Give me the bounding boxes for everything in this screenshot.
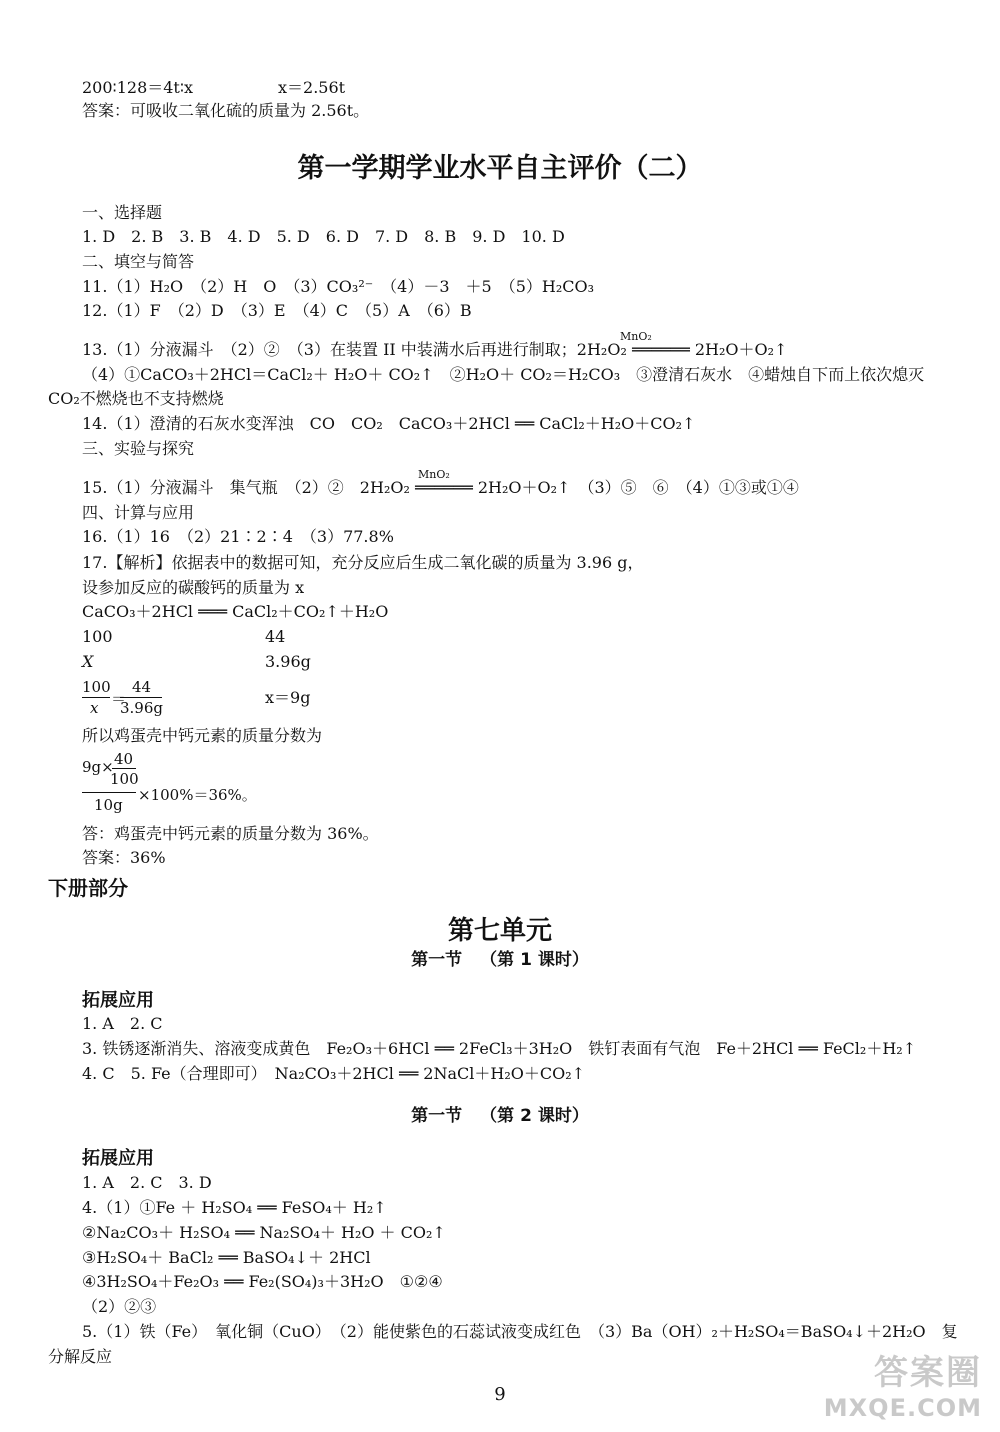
catalyst-label-15: MnO₂	[418, 468, 450, 481]
catalyst-label-13: MnO₂	[620, 330, 652, 343]
lesson2-answer-4c: ③H₂SO₄＋ BaCl₂ ══ BaSO₄↓＋ 2HCl	[82, 1248, 371, 1267]
lesson1-answer-1: 1. A 2. C	[82, 1014, 163, 1033]
equation-17: CaCO₃＋2HCl ═══ CaCl₂＋CO₂↑＋H₂O	[82, 602, 389, 621]
lesson2-answer-1: 1. A 2. C 3. D	[82, 1173, 212, 1192]
frac3-result: ×100%＝36%。	[138, 786, 257, 804]
answer-14: 14.（1）澄清的石灰水变浑浊 CO CO₂ CaCO₃＋2HCl ══ CaCl₂＋H₂O＋CO₂↑	[82, 414, 696, 433]
calc-ratio: 200∶128＝4t∶x	[82, 78, 194, 97]
frac-equal: ＝	[111, 690, 127, 708]
lesson2-answer-4e: （2）②③	[82, 1297, 157, 1316]
section-title: 第一学期学业水平自主评价（二）	[297, 153, 703, 184]
mass-44: 44	[265, 627, 286, 646]
proportion-fraction	[82, 678, 162, 720]
watermark-logo: 答案圈	[874, 1353, 982, 1393]
answer-13-4: （4）①CaCO₃＋2HCl＝CaCl₂＋ H₂O＋ CO₂↑ ②H₂O＋ CO₂＝H₂CO₃ ③澄清石灰水 ④蜡烛自下而上依次熄灭	[82, 365, 925, 384]
lesson2-answer-5: 5.（1）铁（Fe） 氧化铜（CuO） （2）能使紫色的石蕊试液变成红色 （3）Ba（OH）₂＋H₂SO₄＝BaSO₄↓＋2H₂O 复	[82, 1322, 958, 1341]
answer-15: 15.（1）分液漏斗 集气瓶 （2）② 2H₂O₂ ══════ 2H₂O＋O₂↑ （3）⑤ ⑥ （4）①③或①④	[82, 478, 799, 497]
unknown-x: X	[82, 652, 94, 671]
calc-result: x＝2.56t	[278, 78, 346, 97]
answer-13-cont: CO₂不燃烧也不支持燃烧	[48, 389, 224, 408]
lesson2-answer-4b: ②Na₂CO₃＋ H₂SO₄ ══ Na₂SO₄＋ H₂O ＋ CO₂↑	[82, 1223, 446, 1242]
mass-fraction-intro: 所以鸡蛋壳中钙元素的质量分数为	[82, 726, 323, 745]
frac1-bar	[82, 697, 110, 698]
answer-11: 11.（1）H₂O （2）H O （3）CO₃²⁻ （4）－3 ＋5 （5）H₂CO₃	[82, 277, 595, 296]
heading-experiment: 三、实验与探究	[82, 439, 195, 458]
frac2-den: 3.96g	[120, 699, 164, 717]
mass-100: 100	[82, 627, 113, 646]
lesson2-answer-5-cont: 分解反应	[48, 1347, 113, 1366]
final-answer: 答案：36%	[82, 848, 166, 867]
lesson2-subheading: 拓展应用	[82, 1148, 154, 1169]
answer-17-set: 设参加反应的碳酸钙的质量为 x	[82, 578, 305, 597]
frac3-inner-den: 100	[110, 770, 139, 788]
lesson1-subheading: 拓展应用	[82, 990, 154, 1011]
frac3-top: 9g×	[82, 758, 114, 776]
heading-choice: 一、选择题	[82, 203, 163, 222]
lesson2-title-a: 第一节	[411, 1106, 463, 1126]
frac3-den: 10g	[94, 796, 123, 814]
lesson1-title	[0, 945, 1000, 970]
frac3-inner-num: 40	[114, 750, 134, 768]
part-heading: 下册部分	[48, 876, 128, 900]
page-number: 9	[494, 1384, 506, 1405]
frac2-bar	[120, 697, 162, 698]
unit-title: 第七单元	[447, 916, 552, 946]
lesson2-title	[0, 1101, 1000, 1126]
answer-13: 13.（1）分液漏斗 （2）② （3）在装置 II 中装满水后再进行制取；2H₂O₂ ══════ 2H₂O＋O₂↑	[82, 340, 788, 359]
lesson2-title-b: （第 2 课时）	[480, 1106, 589, 1126]
frac1-num: 100	[82, 678, 111, 696]
heading-fill: 二、填空与简答	[82, 252, 195, 271]
lesson1-title-a: 第一节	[411, 950, 463, 970]
watermark-url: MXQE.COM	[823, 1394, 982, 1422]
answer-16: 16.（1）16 （2）21∶2∶4 （3）77.8%	[82, 527, 394, 546]
lesson1-title-b: （第 1 课时）	[480, 950, 589, 970]
mass-396: 3.96g	[265, 652, 311, 671]
heading-calc: 四、计算与应用	[82, 503, 195, 522]
calcium-fraction	[82, 750, 257, 818]
frac1-den: x	[90, 699, 99, 717]
solution-x: x＝9g	[265, 688, 311, 707]
answer-17: 17.【解析】依据表中的数据可知，充分反应后生成二氧化碳的质量为 3.96 g，	[82, 553, 644, 572]
lesson2-answer-4d: ④3H₂SO₄＋Fe₂O₃ ══ Fe₂(SO₄)₃＋3H₂O ①②④	[82, 1272, 443, 1291]
watermark	[824, 1345, 982, 1422]
frac3-bar	[82, 792, 136, 793]
final-answer-text: 答：鸡蛋壳中钙元素的质量分数为 36%。	[82, 824, 379, 843]
frac2-num: 44	[132, 678, 152, 696]
answers-choice: 1. D 2. B 3. B 4. D 5. D 6. D 7. D 8. B 9. D 10. D	[82, 227, 565, 246]
lesson1-answer-4: 4. C 5. Fe（合理即可） Na₂CO₃＋2HCl ══ 2NaCl＋H₂O＋CO₂↑	[82, 1064, 586, 1083]
answer-12: 12.（1）F （2）D （3）E （4）C （5）A （6）B	[82, 301, 472, 320]
lesson2-answer-4: 4.（1）①Fe ＋ H₂SO₄ ══ FeSO₄＋ H₂↑	[82, 1198, 387, 1217]
answer-line: 答案：可吸收二氧化硫的质量为 2.56t。	[82, 101, 370, 120]
frac3-inner-bar	[112, 768, 136, 769]
lesson1-answer-3: 3. 铁锈逐渐消失、溶液变成黄色 Fe₂O₃＋6HCl ══ 2FeCl₃＋3H₂O 铁钉表面有气泡 Fe＋2HCl ══ FeCl₂＋H₂↑	[82, 1039, 917, 1058]
